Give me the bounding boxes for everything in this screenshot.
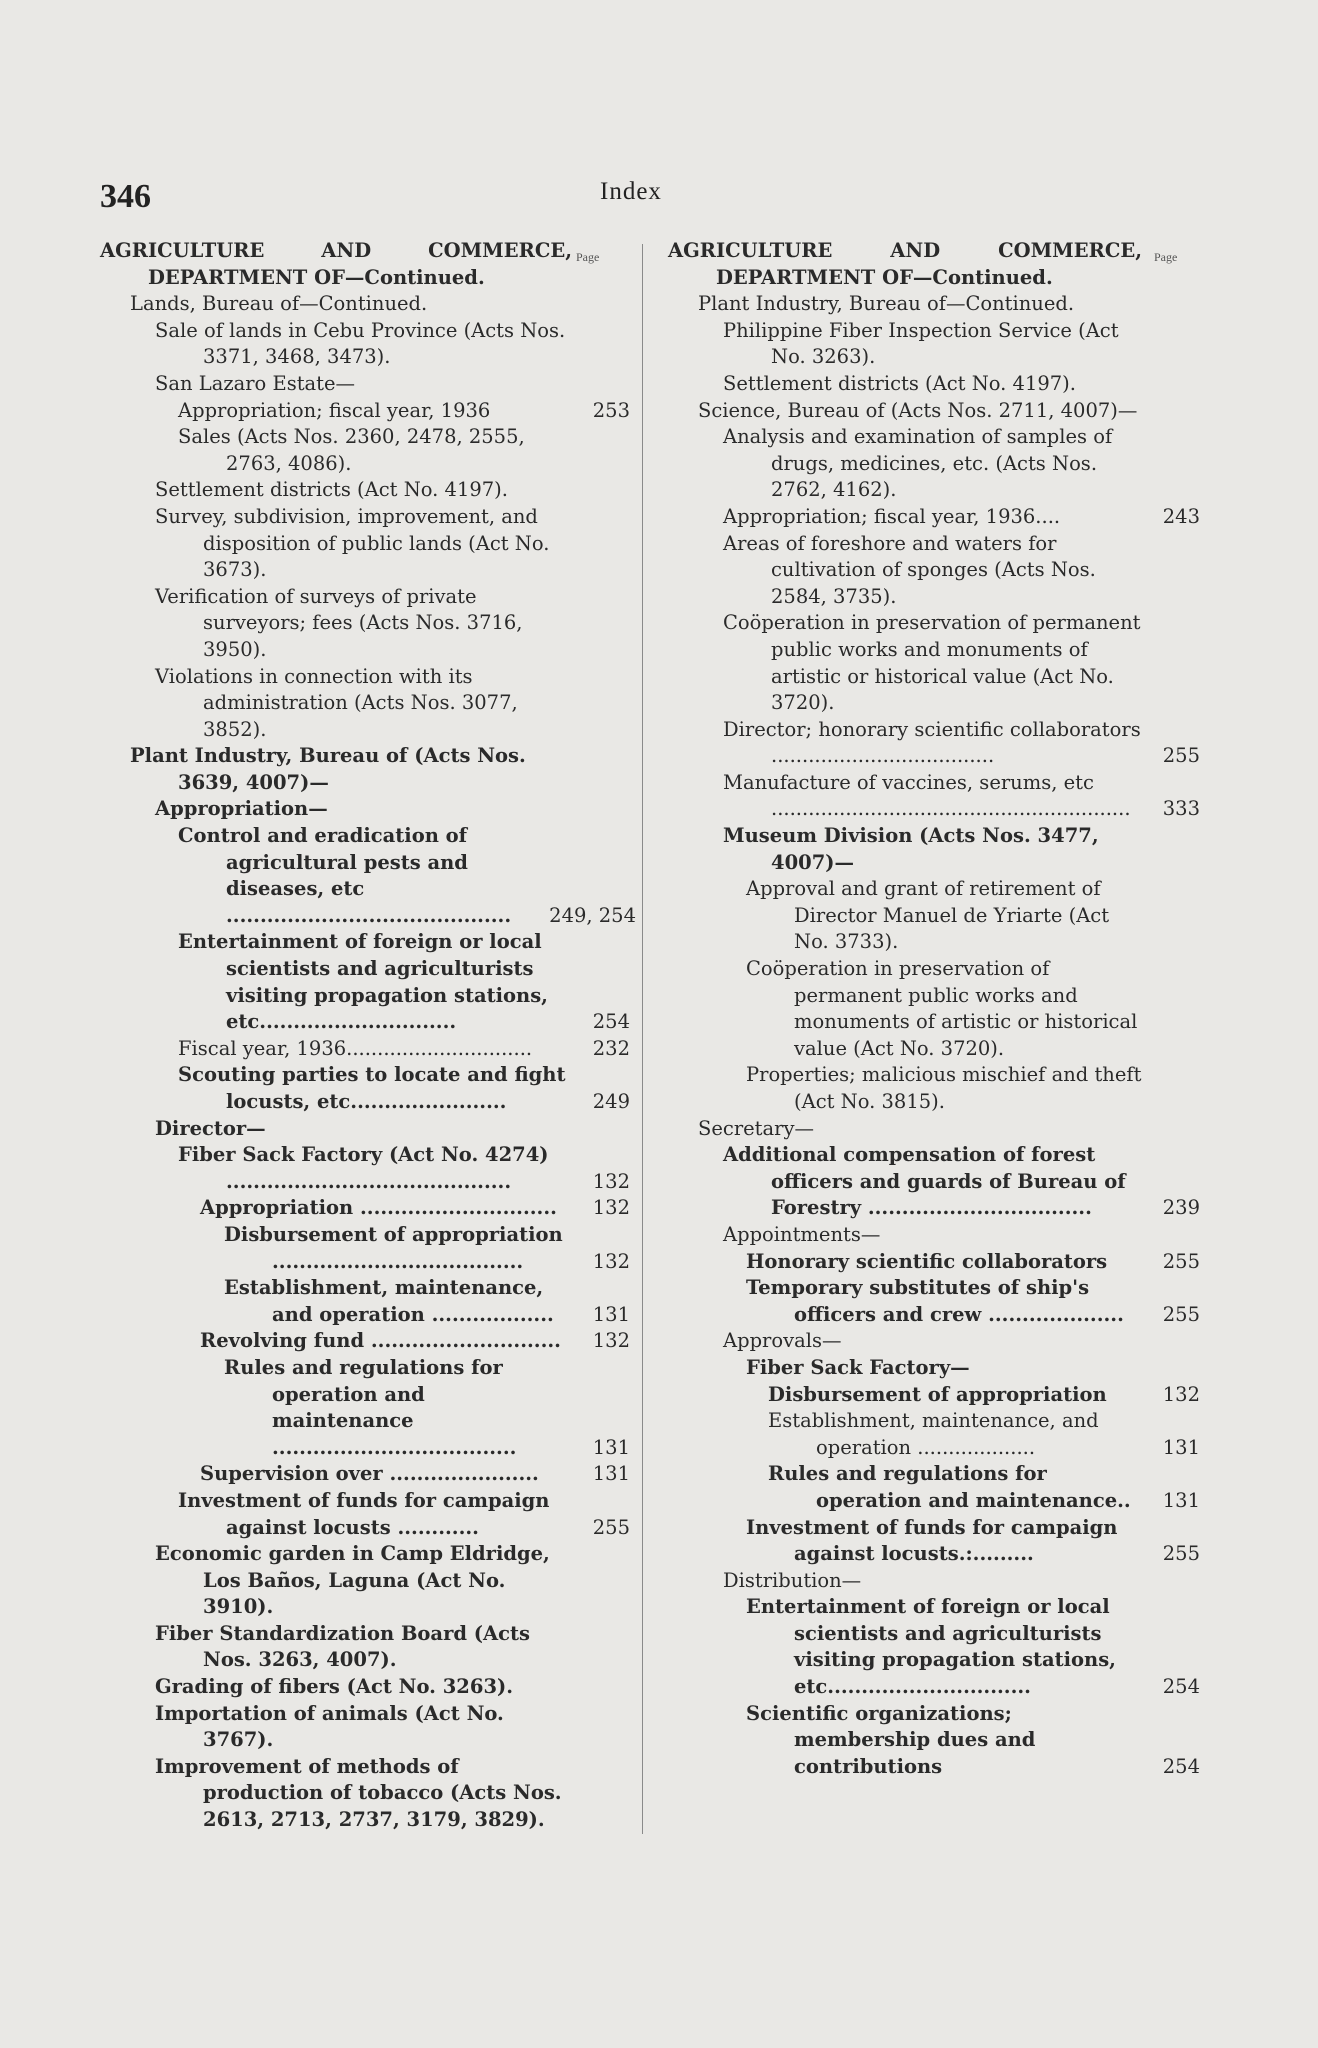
index-column-right (668, 238, 1200, 1780)
index-entry-text: Plant Industry, Bureau of—Continued. (698, 292, 1075, 316)
index-entry (100, 1461, 630, 1488)
index-page-ref: 131 (592, 1462, 630, 1486)
index-entry (100, 318, 630, 371)
index-entry (100, 1701, 630, 1754)
index-entry-text: Entertainment of foreign or local scientists and agriculturists visiting propagation stations, etc.............................. (746, 1595, 1116, 1699)
index-page-ref: 333 (1162, 797, 1200, 821)
index-entry-text: Settlement districts (Act No. 4197). (155, 478, 508, 502)
index-entry-text: Disbursement of appropriation (768, 1382, 1107, 1406)
index-entry (668, 876, 1200, 956)
index-entry (100, 1328, 630, 1355)
index-entry (668, 1461, 1200, 1514)
index-entry (668, 610, 1200, 716)
index-entry (100, 1036, 630, 1063)
index-page-ref: 254 (1162, 1754, 1200, 1778)
index-entry (100, 664, 630, 744)
index-entry-text: Additional compensation of forest officers and guards of Bureau of Forestry ................................. (723, 1143, 1126, 1220)
index-entry-text: Temporary substitutes of ship's officers and crew .................... (746, 1276, 1124, 1326)
index-entry-text: Areas of foreshore and waters for cultivation of sponges (Acts Nos. 2584, 3735). (723, 531, 1096, 608)
page-column-label: Page (1154, 250, 1178, 264)
index-entry-text: Fiber Standardization Board (Acts Nos. 3263, 4007). (155, 1621, 530, 1672)
index-entry-text: AGRICULTURE AND COMMERCE, DEPARTMENT OF—Continued. (100, 239, 572, 289)
index-entry-text: Secretary— (698, 1116, 814, 1140)
index-page-ref: 254 (1162, 1675, 1200, 1699)
index-entry-text: Fiber Sack Factory— (746, 1355, 970, 1379)
index-page-ref: 249, 254 (549, 903, 636, 927)
index-entry (668, 1275, 1200, 1328)
index-entry-text: Violations in connection with its administration (Acts Nos. 3077, 3852). (155, 664, 518, 741)
index-page-ref: 255 (1162, 744, 1200, 768)
index-entry (668, 1408, 1200, 1461)
index-entry (100, 477, 630, 504)
index-entry-text: Coöperation in preservation of permanent public works and monuments of artistic or historical value (Act No. 3720). (746, 957, 1138, 1060)
index-entry (100, 796, 630, 823)
index-entry (668, 1222, 1200, 1249)
index-entry (100, 291, 630, 318)
index-page-ref: 255 (1162, 1249, 1200, 1273)
index-entry (100, 1142, 630, 1195)
index-page-ref: 131 (592, 1435, 630, 1459)
index-entry-text: San Lazaro Estate— (155, 371, 356, 395)
index-entry-text: Director— (155, 1116, 266, 1140)
index-entry (668, 1355, 1200, 1382)
index-entry (668, 1568, 1200, 1595)
index-entry-text: Verification of surveys of private surveyors; fees (Acts Nos. 3716, 3950). (155, 584, 523, 661)
index-entry (100, 584, 630, 664)
index-entry-text: Fiber Sack Factory (Act No. 4274) .......................................... (178, 1143, 549, 1193)
index-entry-text: Revolving fund ............................ (200, 1329, 561, 1353)
index-entry-text: Disbursement of appropriation ..................................... (224, 1222, 563, 1273)
index-entry-text: Appropriation— (155, 797, 328, 821)
index-heading (100, 238, 630, 291)
index-entry-text: Approvals— (723, 1329, 842, 1353)
index-page-ref: 132 (592, 1249, 630, 1273)
index-entry (668, 1062, 1200, 1115)
index-page-ref: 239 (1162, 1196, 1200, 1220)
column-divider (642, 244, 643, 1834)
index-column-left (100, 238, 636, 1834)
index-entry (668, 424, 1200, 504)
index-entry-text: Sales (Acts Nos. 2360, 2478, 2555, 2763, 4086). (178, 425, 525, 475)
index-entry-text: Science, Bureau of (Acts Nos. 2711, 4007)— (698, 398, 1138, 422)
index-entry (100, 1674, 630, 1701)
index-entry (668, 823, 1200, 876)
index-entry (668, 956, 1200, 1062)
index-entry-text: Economic garden in Camp Eldridge, Los Baños, Laguna (Act No. 3910). (155, 1542, 550, 1619)
index-page-ref: 132 (592, 1169, 630, 1193)
index-entry (100, 1275, 630, 1328)
index-entry (668, 398, 1200, 425)
index-entry-text: Approval and grant of retirement of Director Manuel de Yriarte (Act No. 3733). (746, 877, 1110, 954)
index-entry (100, 823, 636, 929)
index-entry (100, 1621, 630, 1674)
index-entry (668, 318, 1200, 371)
index-entry (668, 717, 1200, 770)
index-entry-text: Survey, subdivision, improvement, and disposition of public lands (Act No. 3673). (155, 504, 550, 582)
index-page-ref: 253 (592, 398, 630, 422)
index-entry (100, 1116, 630, 1143)
index-entry-text: Appropriation; fiscal year, 1936.... (723, 504, 1061, 528)
index-page-ref: 232 (592, 1036, 630, 1060)
index-entry-text: Importation of animals (Act No. 3767). (155, 1701, 504, 1752)
index-page-ref: 255 (1162, 1542, 1200, 1566)
index-page-ref: 131 (1162, 1435, 1200, 1459)
index-entry (100, 1355, 630, 1461)
index-entry-text: Scouting parties to locate and fight locusts, etc....................... (178, 1063, 566, 1113)
index-entry-text: Establishment, maintenance, and operation ................... (768, 1409, 1099, 1459)
index-page-ref: 255 (1162, 1302, 1200, 1326)
index-entry (100, 371, 630, 398)
index-entry-text: Investment of funds for campaign against locusts.:......... (746, 1515, 1118, 1566)
index-entry-text: Appropriation; fiscal year, 1936 (178, 398, 491, 422)
index-entry-text: Grading of fibers (Act No. 3263). (155, 1675, 514, 1699)
index-entry (100, 424, 630, 477)
index-entry (668, 1142, 1200, 1222)
index-entry-text: Settlement districts (Act No. 4197). (723, 371, 1076, 395)
index-entry-text: Properties; malicious mischief and theft (Act No. 3815). (746, 1063, 1142, 1113)
index-entry-text: Rules and regulations for operation and maintenance .................................... (224, 1355, 517, 1459)
running-head: Index (600, 178, 662, 205)
index-entry-text: Appropriation ............................. (200, 1196, 557, 1220)
index-entry-text: Plant Industry, Bureau of (Acts Nos. 3639, 4007)— (130, 744, 526, 794)
index-entry (668, 1249, 1200, 1276)
page-column-label: Page (576, 250, 600, 264)
index-entry (668, 1515, 1200, 1568)
index-entry (668, 1382, 1200, 1409)
index-entry (668, 770, 1200, 823)
index-entry-text: Fiscal year, 1936.............................. (178, 1036, 533, 1060)
index-entry-text: Establishment, maintenance, and operation .................. (224, 1276, 554, 1326)
index-entry (100, 398, 630, 425)
index-entry-text: Museum Division (Acts Nos. 3477, 4007)— (723, 824, 1099, 874)
index-entry-text: AGRICULTURE AND COMMERCE, DEPARTMENT OF—Continued. (668, 239, 1142, 289)
index-entry-text: Analysis and examination of samples of drugs, medicines, etc. (Acts Nos. 2762, 4162). (723, 425, 1113, 502)
index-entry-text: Lands, Bureau of—Continued. (130, 292, 428, 316)
index-entry-text: Control and eradication of agricultural pests and diseases, etc .......................................... (178, 824, 512, 927)
index-entry (668, 531, 1200, 611)
index-entry-text: Distribution— (723, 1568, 862, 1592)
index-heading (668, 238, 1200, 291)
index-entry (100, 1195, 630, 1222)
index-entry-text: Manufacture of vaccines, serums, etc .......................................................... (723, 770, 1131, 821)
index-page-ref: 132 (592, 1329, 630, 1353)
index-page-ref: 243 (1162, 504, 1200, 528)
index-page-ref: 131 (592, 1302, 630, 1326)
index-page-ref: 249 (592, 1090, 630, 1113)
page-number: 346 (100, 178, 151, 215)
index-entry-text: Appointments— (723, 1222, 881, 1246)
index-entry-text: Philippine Fiber Inspection Service (Act No. 3263). (723, 318, 1119, 369)
index-entry-text: Entertainment of foreign or local scientists and agriculturists visiting propagation stations, etc............................. (178, 930, 548, 1034)
index-page-ref: 132 (1162, 1382, 1200, 1406)
index-page-ref: 132 (592, 1196, 630, 1220)
index-entry (100, 1222, 630, 1275)
index-entry (668, 1594, 1200, 1700)
index-entry (100, 929, 630, 1035)
index-entry (100, 1488, 630, 1541)
index-entry-text: Rules and regulations for operation and maintenance.. (768, 1462, 1131, 1512)
index-entry (668, 1116, 1200, 1143)
index-page-ref: 254 (592, 1010, 630, 1034)
index-entry (100, 1754, 630, 1834)
index-page-ref: 131 (1162, 1488, 1200, 1512)
index-entry (668, 504, 1200, 531)
index-entry (100, 504, 630, 584)
index-entry-text: Supervision over ...................... (200, 1462, 539, 1486)
index-entry (668, 1701, 1200, 1781)
index-entry-text: Investment of funds for campaign against locusts ............ (178, 1488, 550, 1539)
index-entry (668, 1328, 1200, 1355)
index-entry-text: Improvement of methods of production of tobacco (Acts Nos. 2613, 2713, 2737, 3179, 3829). (155, 1754, 562, 1832)
index-entry (668, 291, 1200, 318)
index-entry (100, 1062, 630, 1115)
index-entry (100, 1541, 630, 1621)
index-entry-text: Sale of lands in Cebu Province (Acts Nos. 3371, 3468, 3473). (155, 318, 566, 369)
index-entry-text: Scientific organizations; membership dues and contributions (746, 1701, 1036, 1778)
index-entry (668, 371, 1200, 398)
index-entry-text: Honorary scientific collaborators (746, 1249, 1108, 1273)
index-entry-text: Coöperation in preservation of permanent public works and monuments of artistic or historical value (Act No. 3720). (723, 611, 1141, 715)
index-entry-text: Director; honorary scientific collaborators .................................... (723, 717, 1141, 768)
index-page-ref: 255 (592, 1515, 630, 1539)
index-entry (100, 743, 630, 796)
